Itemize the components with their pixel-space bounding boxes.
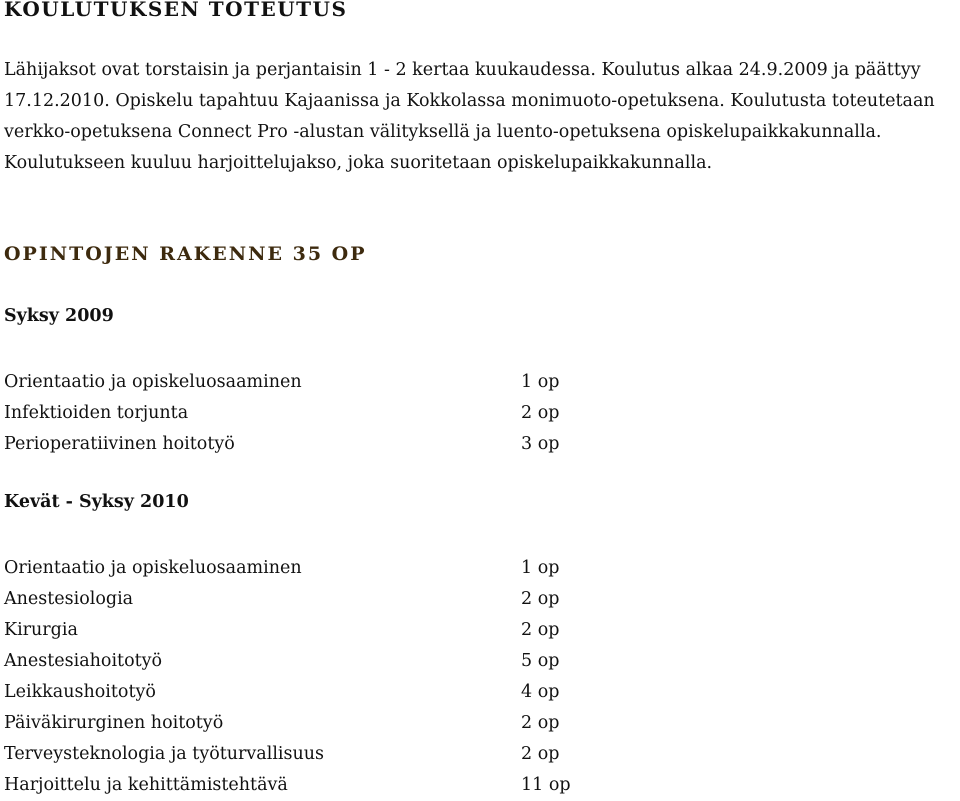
course-name: Harjoittelu ja kehittämistehtävä [4, 775, 288, 795]
course-row [4, 584, 624, 615]
course-name: Orientaatio ja opiskeluosaaminen [4, 558, 302, 578]
course-row [4, 398, 624, 429]
course-credits: 1 op [521, 558, 560, 578]
structure-title: OPINTOJEN RAKENNE 35 OP [4, 243, 367, 265]
course-credits: 2 op [521, 620, 560, 640]
course-name: Kirurgia [4, 620, 78, 640]
course-name: Leikkaushoitotyö [4, 682, 156, 702]
intro-paragraph: Lähijaksot ovat torstaisin ja perjantaisin 1 - 2 kertaa kuukaudessa. Koulutus alkaa 24.9.2009 ja päättyy 17.12.2010. Opiskelu tapahtuu Kajaanissa ja Kokkolassa monimuoto-opetuksena. Koulutusta toteutetaan verkko-opetuksena Connect Pro -alustan välityksellä ja luento-opetuksena opiskelupaikkakunnalla. Koulutukseen kuuluu harjoittelujakso, joka suoritetaan opiskelupaikkakunnalla. [4, 60, 935, 173]
course-name: Terveysteknologia ja työturvallisuus [4, 744, 325, 764]
course-row [4, 615, 624, 646]
course-name: Anestesiologia [4, 589, 134, 609]
course-list-spring-autumn-2010 [4, 553, 624, 801]
course-row [4, 367, 624, 398]
course-row [4, 646, 624, 677]
course-credits: 3 op [521, 434, 560, 454]
course-name: Orientaatio ja opiskeluosaaminen [4, 372, 302, 392]
course-row [4, 553, 624, 584]
term-heading-autumn-2009: Syksy 2009 [4, 306, 114, 326]
course-credits: 2 op [521, 589, 560, 609]
course-credits: 11 op [521, 775, 571, 795]
course-name: Päiväkirurginen hoitotyö [4, 713, 224, 733]
course-credits: 2 op [521, 744, 560, 764]
course-row [4, 677, 624, 708]
course-row [4, 770, 624, 801]
course-credits: 2 op [521, 403, 560, 423]
page-title: KOULUTUKSEN TOTEUTUS [4, 0, 348, 21]
course-row [4, 708, 624, 739]
course-credits: 5 op [521, 651, 560, 671]
course-row [4, 429, 624, 460]
course-name: Infektioiden torjunta [4, 403, 189, 423]
course-row [4, 739, 624, 770]
course-credits: 2 op [521, 713, 560, 733]
term-heading-spring-autumn-2010: Kevät - Syksy 2010 [4, 492, 189, 512]
course-credits: 1 op [521, 372, 560, 392]
course-name: Anestesiahoitotyö [4, 651, 163, 671]
course-credits: 4 op [521, 682, 560, 702]
course-name: Perioperatiivinen hoitotyö [4, 434, 235, 454]
course-list-autumn-2009 [4, 367, 624, 460]
